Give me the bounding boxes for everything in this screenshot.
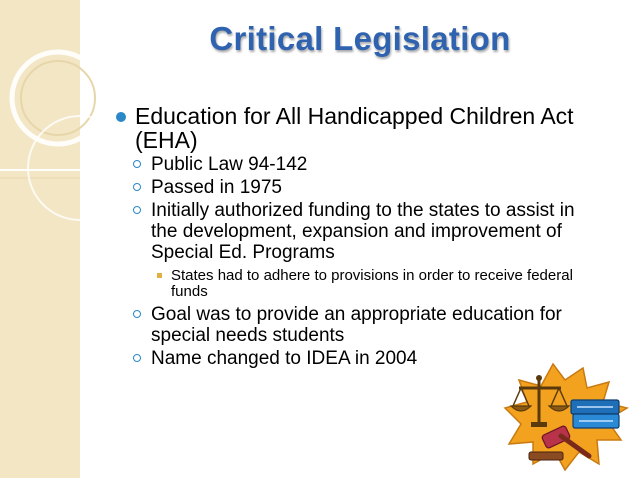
bullet-level3 <box>116 268 606 300</box>
bullet-marker-icon <box>133 310 141 318</box>
bullet-level2 <box>116 304 606 346</box>
bullet-level2 <box>116 177 606 198</box>
decorative-circles-icon <box>0 0 130 478</box>
bullet-level2 <box>116 200 606 263</box>
bullet-text: Name changed to IDEA in 2004 <box>151 348 418 369</box>
bullet-list <box>116 104 606 369</box>
law-clipart <box>503 360 631 472</box>
bullet-text: Goal was to provide an appropriate education for special needs students <box>151 304 562 346</box>
bullet-text: Public Law 94-142 <box>151 154 308 175</box>
bullet-marker-icon <box>133 206 141 214</box>
bullet-marker-icon <box>116 112 126 122</box>
bullet-text: Passed in 1975 <box>151 177 282 198</box>
bullet-marker-icon <box>157 273 162 278</box>
bullet-marker-icon <box>133 183 141 191</box>
bullet-marker-icon <box>133 160 141 168</box>
bullet-level2 <box>116 154 606 175</box>
bullet-text: Education for All Handicapped Children Act (EHA) <box>135 103 574 153</box>
law-books-icon <box>571 400 619 428</box>
bullet-text: Initially authorized funding to the states to assist in the development, expansion and improvement of Special Ed. Programs <box>151 200 575 263</box>
bullet-level1 <box>116 104 606 152</box>
bullet-marker-icon <box>133 354 141 362</box>
bullet-text: States had to adhere to provisions in order to receive federal funds <box>171 267 573 300</box>
slide-title: Critical Legislation <box>209 20 511 57</box>
